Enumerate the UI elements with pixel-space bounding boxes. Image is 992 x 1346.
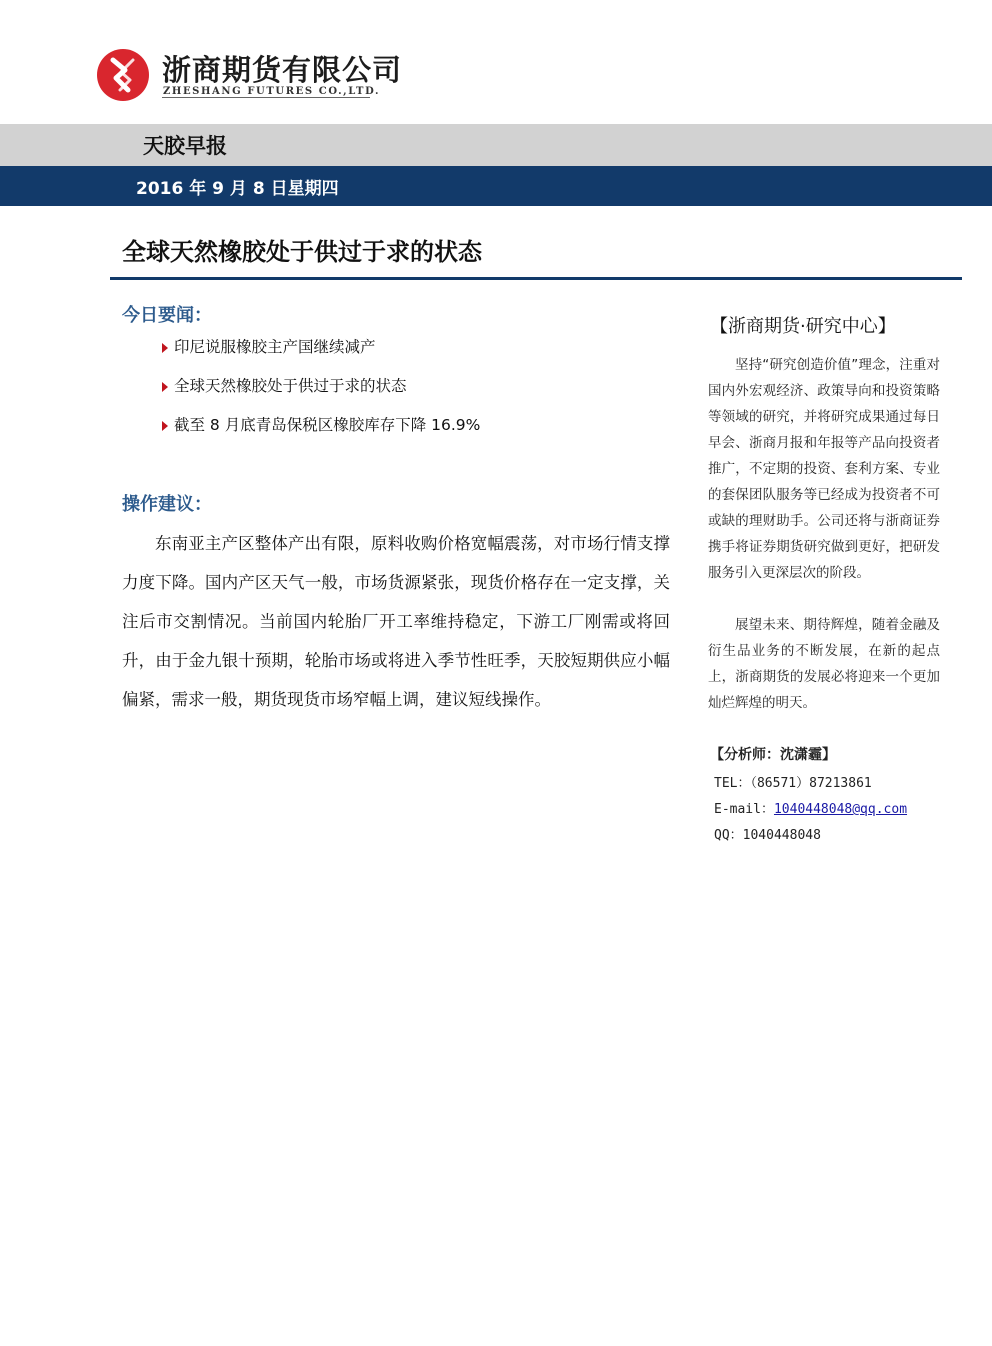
email-link[interactable]: 1040448048@qq.com: [773, 802, 908, 817]
analyst-name: 【分析师：沈潇霾】: [710, 747, 836, 763]
headline-divider: [110, 277, 962, 280]
tel-value: （86571）87213861: [750, 776, 872, 791]
news-item-text: 印尼说服橡胶主产国继续减产: [174, 338, 376, 356]
contact-qq: [714, 824, 821, 843]
news-heading: 今日要闻：: [122, 305, 212, 326]
news-item-text: 截至 8 月底青岛保税区橡胶库存下降 16.9%: [174, 416, 481, 434]
news-item: [162, 374, 407, 396]
bullet-triangle-icon: [162, 343, 168, 353]
bullet-triangle-icon: [162, 382, 168, 392]
contact-tel: [714, 772, 872, 791]
news-item: [162, 335, 376, 357]
advice-heading: 操作建议：: [122, 494, 212, 515]
qq-label: QQ：: [714, 828, 743, 843]
tel-label: TEL：: [714, 776, 751, 791]
company-name-en: ZHESHANG FUTURES CO.,LTD.: [163, 86, 381, 97]
news-item-text: 全球天然橡胶处于供过于求的状态: [174, 377, 407, 395]
headline: 全球天然橡胶处于供过于求的状态: [122, 238, 482, 266]
company-name-cn: 浙商期货有限公司: [162, 53, 403, 87]
advice-body: 东南亚主产区整体产出有限，原料收购价格宽幅震荡，对市场行情支撑力度下降。国内产区天气一般，市场货源紧张，现货价格存在一定支撑，关注后市交割情况。当前国内轮胎厂开工率维持稳定，下游工厂刚需或将回升，由于金九银十预期，轮胎市场或将进入季节性旺季，天胶短期供应小幅偏紧，需求一般，期货现货市场窄幅上调，建议短线操作。: [122, 534, 670, 709]
report-name: 天胶早报: [143, 134, 227, 158]
sidebar-paragraph: 坚持“研究创造价值”理念，注重对国内外宏观经济、政策导向和投资策略等领域的研究，并将研究成果通过每日早会、浙商月报和年报等产品向投资者推广，不定期的投资、套利方案、专业的套保团队服务等已经成为投资者不可或缺的理财助手。公司还将与浙商证券携手将证券期货研究做到更好，把研发服务引入更深层次的阶段。: [708, 357, 940, 581]
qq-value: 1040448048: [742, 828, 821, 843]
company-logo-icon: [96, 48, 150, 102]
email-label: E-mail：: [714, 802, 774, 817]
report-date: 2016 年 9 月 8 日星期四: [136, 179, 339, 199]
news-item: [162, 413, 480, 435]
bullet-triangle-icon: [162, 421, 168, 431]
sidebar-title: 【浙商期货·研究中心】: [710, 316, 896, 337]
logo-underline: [162, 97, 370, 98]
contact-email: [714, 798, 907, 817]
sidebar-paragraph: 展望未来、期待辉煌，随着金融及衍生品业务的不断发展，在新的起点上，浙商期货的发展必将迎来一个更加灿烂辉煌的明天。: [708, 617, 940, 711]
